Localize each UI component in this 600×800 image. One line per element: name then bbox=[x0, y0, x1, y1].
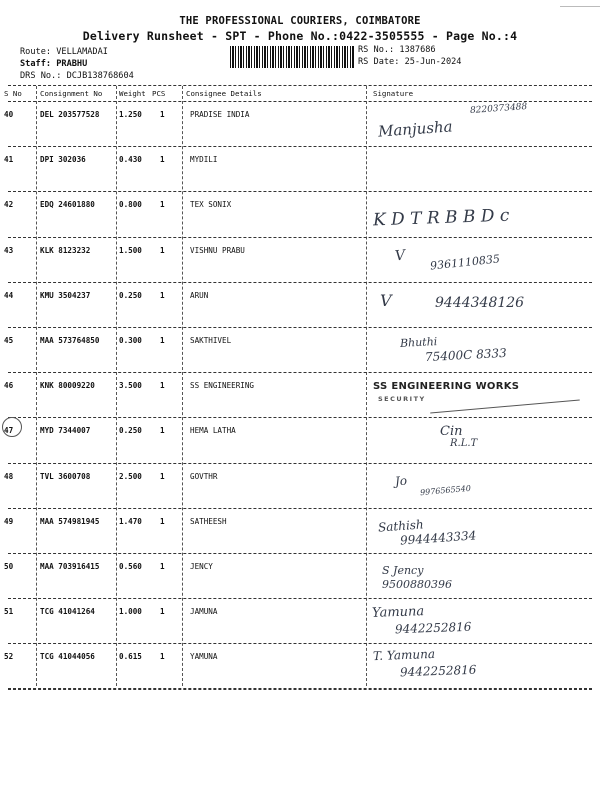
row-separator bbox=[8, 417, 592, 418]
row-consignment: TVL 3600708 bbox=[40, 471, 91, 481]
row-signature: K D T R B B D c bbox=[372, 206, 510, 231]
row-consignment: MAA 573764850 bbox=[40, 336, 100, 345]
row-sno: 42 bbox=[4, 200, 14, 210]
row-sno: 51 bbox=[4, 607, 14, 617]
table-bottom-rule bbox=[8, 688, 592, 689]
col-divider bbox=[182, 86, 183, 686]
row-separator bbox=[8, 553, 592, 554]
runsheet-title: Delivery Runsheet - SPT - Phone No.:0422-3505555 - Page No.:4 bbox=[82, 29, 518, 43]
header-rule-bottom bbox=[8, 101, 592, 102]
row-consignee: ARUN bbox=[190, 290, 209, 300]
row-weight: 0.560 bbox=[119, 562, 142, 571]
row-separator bbox=[8, 191, 592, 192]
col-signature: Signature bbox=[373, 89, 414, 98]
row-consignment: KLK 8123232 bbox=[40, 245, 91, 255]
col-weight: Weight bbox=[119, 89, 146, 98]
col-sno: S No bbox=[4, 89, 22, 98]
staff-label: Staff: PRABHU bbox=[20, 59, 88, 69]
col-consignment: Consignment No bbox=[40, 89, 103, 98]
row-consignment: KNK 80009220 bbox=[40, 381, 95, 391]
barcode bbox=[230, 46, 354, 68]
row-consignee: JAMUNA bbox=[190, 607, 218, 617]
row-sno: 48 bbox=[4, 471, 14, 481]
row-consignee: VISHNU PRABU bbox=[190, 245, 245, 255]
row-pcs: 1 bbox=[160, 607, 165, 617]
row-separator bbox=[8, 463, 592, 464]
row-weight: 0.800 bbox=[119, 200, 142, 210]
row-signature: Yamuna bbox=[371, 604, 425, 622]
row-separator bbox=[8, 146, 592, 147]
company-stamp: SS ENGINEERING WORKS bbox=[373, 381, 520, 392]
row-sno: 45 bbox=[4, 336, 14, 345]
row-signature: Manjusha bbox=[377, 117, 454, 141]
row-weight: 0.250 bbox=[119, 426, 142, 436]
row-sno: 47 bbox=[4, 426, 14, 436]
row-pcs: 1 bbox=[160, 381, 165, 391]
row-sno: 40 bbox=[4, 110, 14, 119]
company-stamp-sub: SECURITY bbox=[378, 395, 426, 403]
row-circle-mark bbox=[2, 417, 22, 437]
row-separator bbox=[8, 598, 592, 599]
row-signature-phone: 9976565540 bbox=[419, 483, 472, 497]
col-divider bbox=[366, 86, 367, 686]
row-pcs: 1 bbox=[160, 110, 165, 119]
row-signature-phone: 75400C 8333 bbox=[424, 345, 508, 365]
col-divider bbox=[36, 86, 37, 686]
row-separator bbox=[8, 643, 592, 644]
row-signature: T. Yamuna bbox=[372, 647, 436, 664]
col-consignee: Consignee Details bbox=[186, 89, 262, 98]
row-signature-phone: 9442252816 bbox=[394, 619, 472, 637]
row-weight: 1.000 bbox=[119, 607, 142, 617]
row-pcs: 1 bbox=[160, 155, 165, 165]
row-weight: 1.470 bbox=[119, 516, 142, 526]
row-sno: 44 bbox=[4, 290, 14, 300]
row-signature: V bbox=[380, 290, 392, 310]
row-consignment: TCG 41044056 bbox=[40, 652, 95, 662]
row-weight: 1.500 bbox=[119, 245, 142, 255]
corner-line bbox=[560, 0, 600, 7]
row-weight: 0.615 bbox=[119, 652, 142, 662]
row-separator bbox=[8, 327, 592, 328]
row-pcs: 1 bbox=[160, 562, 165, 571]
row-signature: V bbox=[394, 247, 406, 265]
row-sno: 52 bbox=[4, 652, 14, 662]
row-sno: 49 bbox=[4, 516, 14, 526]
row-signature: Sathish bbox=[377, 517, 425, 535]
row-signature: Cin bbox=[440, 424, 463, 440]
row-consignee: MYDILI bbox=[190, 155, 218, 165]
rs-date: RS Date: 25-Jun-2024 bbox=[358, 57, 462, 67]
row-pcs: 1 bbox=[160, 245, 165, 255]
row-pcs: 1 bbox=[160, 200, 165, 210]
row-weight: 2.500 bbox=[119, 471, 142, 481]
header-rule-top bbox=[8, 85, 592, 86]
row-pcs: 1 bbox=[160, 290, 165, 300]
company-name: THE PROFESSIONAL COURIERS, COIMBATORE bbox=[179, 15, 421, 27]
row-sno: 41 bbox=[4, 155, 14, 165]
row-consignee: TEX SONIX bbox=[190, 200, 232, 210]
row-sno: 46 bbox=[4, 381, 14, 391]
row-consignment: DEL 203577528 bbox=[40, 110, 100, 119]
row-signature-phone: 9442252816 bbox=[399, 663, 477, 680]
row-consignment: KMU 3504237 bbox=[40, 290, 91, 300]
row-consignment: EDQ 24601880 bbox=[40, 200, 95, 210]
row-signature: Jo bbox=[394, 473, 408, 489]
row-consignment: MAA 574981945 bbox=[40, 516, 100, 526]
row-consignee: SAKTHIVEL bbox=[190, 336, 232, 345]
row-consignee: YAMUNA bbox=[190, 652, 218, 662]
row-weight: 3.500 bbox=[119, 381, 142, 391]
row-separator bbox=[8, 237, 592, 238]
route-label: Route: VELLAMADAI bbox=[20, 47, 108, 57]
drs-number: DRS No.: DCJB138768604 bbox=[20, 71, 134, 81]
rs-number: RS No.: 1387686 bbox=[358, 45, 436, 55]
row-weight: 0.250 bbox=[119, 290, 142, 300]
row-separator bbox=[8, 508, 592, 509]
row-separator bbox=[8, 282, 592, 283]
row-signature: Bhuthi bbox=[399, 335, 438, 350]
row-separator bbox=[8, 372, 592, 373]
row-signature-phone: 9361110835 bbox=[429, 251, 501, 273]
row-consignment: MAA 703916415 bbox=[40, 562, 100, 571]
row-consignee: JENCY bbox=[190, 562, 213, 571]
col-pcs: PCS bbox=[152, 89, 166, 98]
row-pcs: 1 bbox=[160, 426, 165, 436]
row-weight: 1.250 bbox=[119, 110, 142, 119]
row-signature-phone: 9444348126 bbox=[435, 294, 525, 311]
row-consignee: SS ENGINEERING bbox=[190, 381, 255, 391]
col-divider bbox=[116, 86, 117, 686]
row-signature: S Jency bbox=[382, 564, 424, 577]
row-consignment: TCG 41041264 bbox=[40, 607, 95, 617]
row-sno: 50 bbox=[4, 562, 14, 571]
row-consignment: DPI 302036 bbox=[40, 155, 86, 165]
row-sno: 43 bbox=[4, 245, 14, 255]
row-consignee: GOVTHR bbox=[190, 471, 218, 481]
row-consignee: PRADISE INDIA bbox=[190, 110, 250, 119]
row-consignment: MYD 7344007 bbox=[40, 426, 91, 436]
row-signature-phone: 8220373488 bbox=[469, 102, 528, 116]
row-consignee: SATHEESH bbox=[190, 516, 227, 526]
row-pcs: 1 bbox=[160, 471, 165, 481]
row-weight: 0.430 bbox=[119, 155, 142, 165]
row-signature-phone: 9500880396 bbox=[382, 578, 452, 591]
row-pcs: 1 bbox=[160, 336, 165, 345]
row-pcs: 1 bbox=[160, 652, 165, 662]
row-signature-phone: R.L.T bbox=[450, 438, 478, 450]
row-signature-phone: 9944443334 bbox=[399, 528, 477, 548]
row-pcs: 1 bbox=[160, 516, 165, 526]
row-consignee: HEMA LATHA bbox=[190, 426, 236, 436]
stamp-stroke bbox=[430, 399, 580, 413]
row-weight: 0.300 bbox=[119, 336, 142, 345]
